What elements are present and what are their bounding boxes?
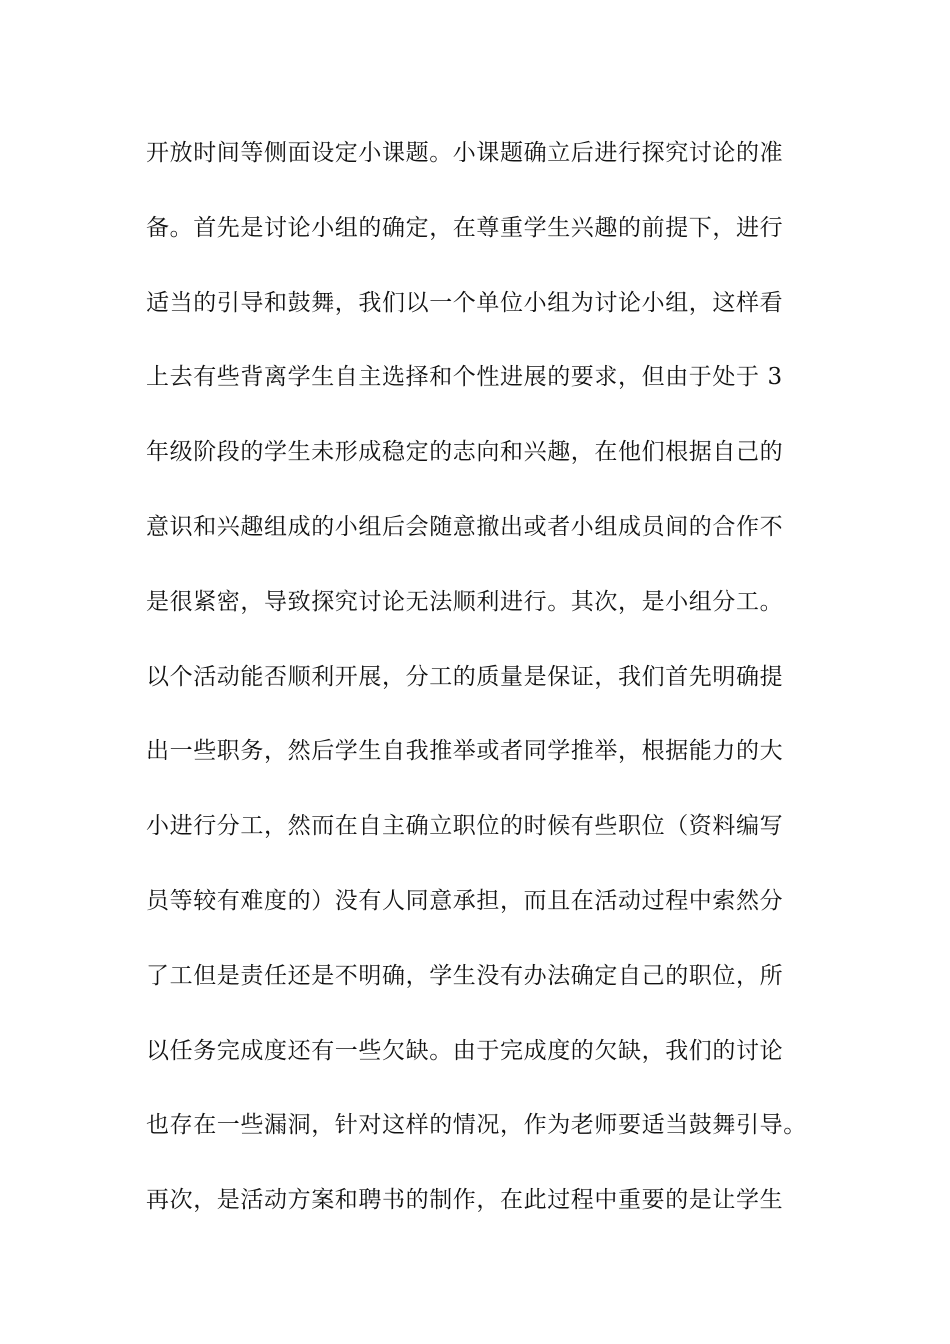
text-line: 以个活动能否顺利开展，分工的质量是保证，我们首先明确提 xyxy=(146,663,784,690)
text-line: 再次，是活动方案和聘书的制作，在此过程中重要的是让学生 xyxy=(146,1187,784,1214)
text-line: 开放时间等侧面设定小课题。小课题确立后进行探究讨论的准 xyxy=(146,140,784,166)
text-line: 出一些职务，然后学生自我推举或者同学推举，根据能力的大 xyxy=(146,738,784,765)
text-line: 了工但是责任还是不明确，学生没有办法确定自己的职位，所 xyxy=(146,962,784,989)
text-line: 上去有些背离学生自主选择和个性进展的要求，但由于处于 3 xyxy=(146,364,783,391)
text-line: 是很紧密，导致探究讨论无法顺利进行。其次，是小组分工。 xyxy=(146,588,784,615)
text-line: 年级阶段的学生未形成稳定的志向和兴趣，在他们根据自己的 xyxy=(146,439,784,466)
text-line: 员等较有难度的）没有人同意承担，而且在活动过程中索然分 xyxy=(146,887,784,914)
text-line: 备。首先是讨论小组的确定，在尊重学生兴趣的前提下，进行 xyxy=(146,214,784,241)
text-line: 也存在一些漏洞，针对这样的情况，作为老师要适当鼓舞引导。 xyxy=(146,1112,807,1139)
text-line: 小进行分工，然而在自主确立职位的时候有些职位（资料编写 xyxy=(146,813,784,840)
body-text xyxy=(146,126,836,1248)
text-line: 适当的引导和鼓舞，我们以一个单位小组为讨论小组，这样看 xyxy=(146,289,784,316)
text-line: 意识和兴趣组成的小组后会随意撤出或者小组成员间的合作不 xyxy=(146,513,784,540)
text-line: 以任务完成度还有一些欠缺。由于完成度的欠缺，我们的讨论 xyxy=(146,1037,784,1064)
